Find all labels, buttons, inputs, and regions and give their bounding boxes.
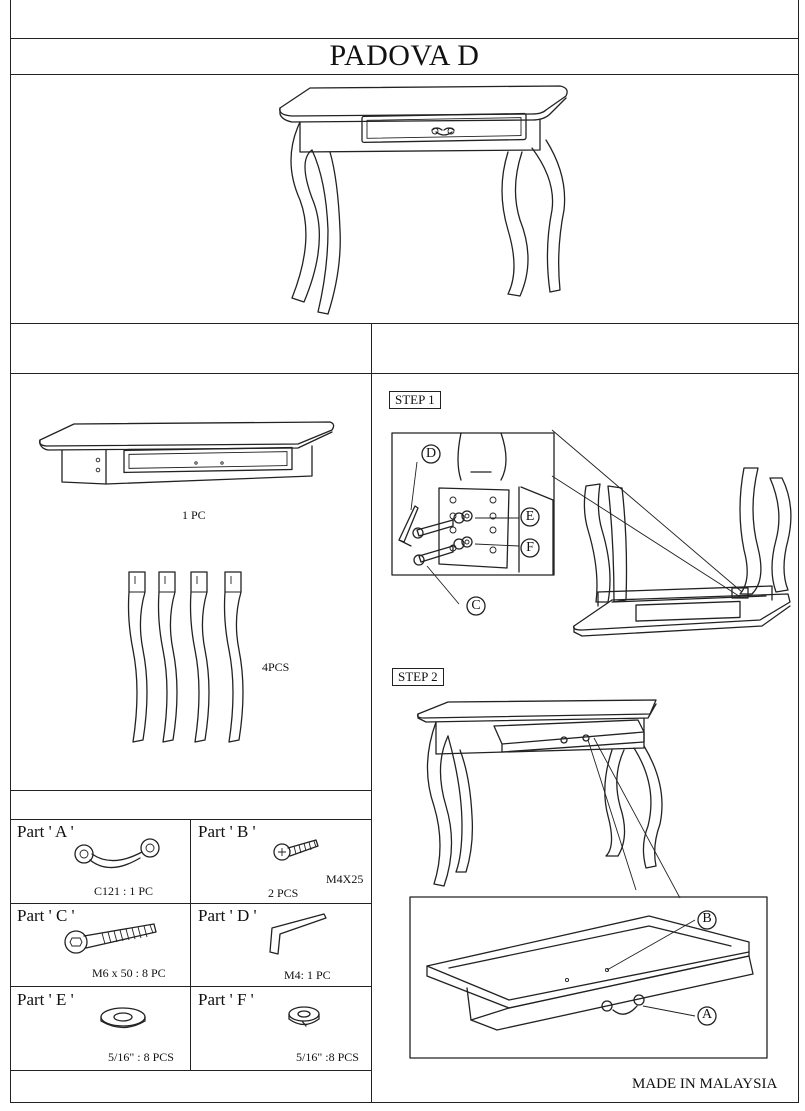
callout-e: E [525, 509, 535, 524]
part-a-label: Part ' A ' [17, 822, 74, 841]
part-b-label: Part ' B ' [198, 822, 256, 841]
callout-d: D [425, 446, 437, 461]
part-a-spec: C121 : 1 PC [94, 884, 154, 898]
divider [10, 373, 799, 374]
part-e-label: Part ' E ' [17, 990, 74, 1009]
tabletop-illustration [36, 418, 336, 498]
spring-washer-icon [284, 1002, 324, 1032]
console-table-illustration [270, 80, 570, 320]
divider [10, 74, 799, 75]
parts-divider [190, 819, 191, 1070]
step-2-table-illustration [412, 696, 702, 896]
part-f-label: Part ' F ' [198, 990, 254, 1009]
legs-illustration [125, 570, 255, 745]
part-f-spec: 5/16" :8 PCS [296, 1050, 359, 1064]
part-c-spec: M6 x 50 : 8 PC [92, 966, 166, 980]
step-2-label: STEP 2 [392, 668, 444, 686]
divider [10, 790, 371, 791]
callout-b: B [702, 911, 712, 926]
divider [10, 1070, 371, 1071]
legs-quantity: 4PCS [262, 660, 290, 674]
part-c-label: Part ' C ' [17, 906, 75, 925]
origin-note: MADE IN MALAYSIA [632, 1076, 778, 1092]
part-b-size: M4X25 [326, 872, 364, 886]
part-d-label: Part ' D ' [198, 906, 257, 925]
tabletop-quantity: 1 PC [182, 508, 206, 522]
step-1-label: STEP 1 [389, 391, 441, 409]
part-b-spec: 2 PCS [268, 886, 299, 900]
upside-down-table-illustration [552, 430, 797, 645]
callout-f: F [526, 540, 534, 555]
divider [10, 323, 799, 324]
part-d-spec: M4: 1 PC [284, 968, 331, 982]
part-e-spec: 5/16" : 8 PCS [108, 1050, 174, 1064]
callout-a: A [701, 1007, 713, 1022]
flat-washer-icon [98, 1004, 148, 1034]
handle-icon [70, 832, 165, 877]
page-title: PADOVA D [329, 39, 480, 72]
column-divider [371, 323, 372, 1103]
callout-c: C [471, 598, 481, 613]
drawer-detail-illustration [409, 896, 769, 1061]
allen-key-icon [264, 912, 334, 962]
step-1-callouts [410, 440, 550, 620]
bolt-icon [62, 918, 162, 958]
screw-icon [272, 834, 322, 864]
